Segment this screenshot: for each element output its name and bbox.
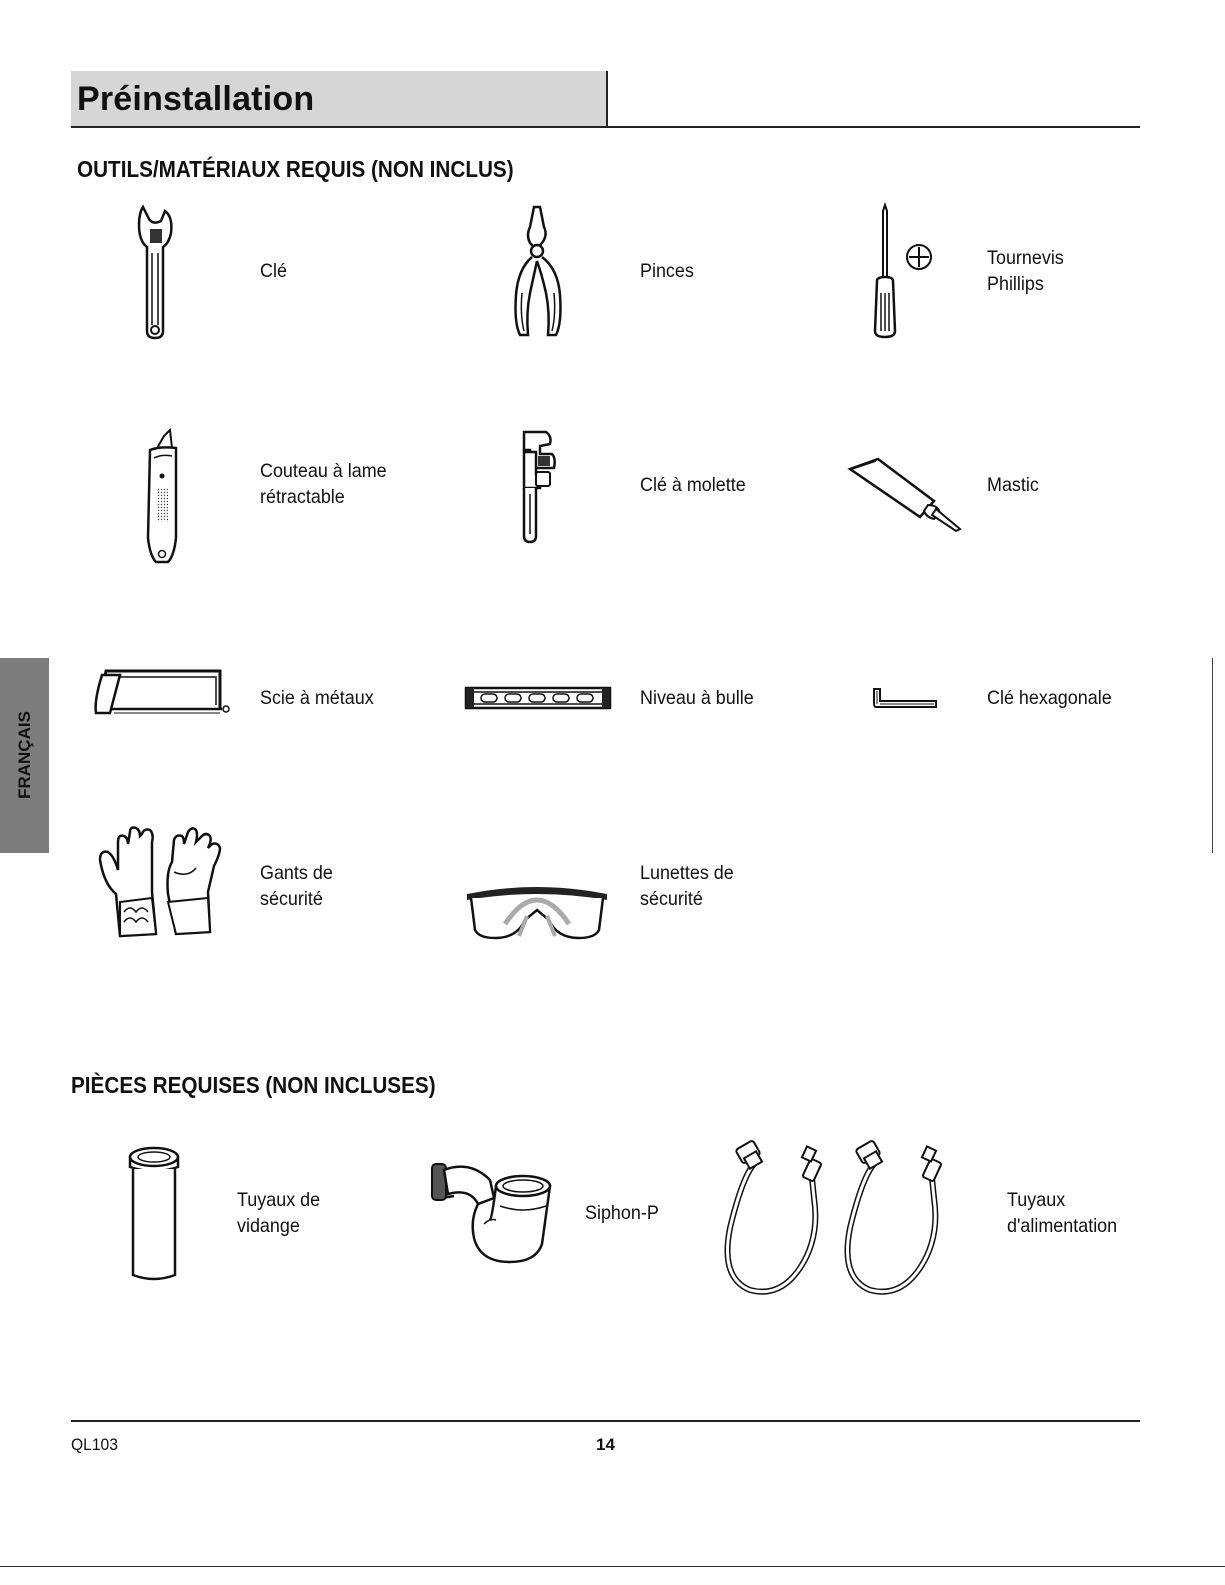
tool-label-pliers: Pinces — [640, 260, 694, 282]
part-label-supply-lines: Tuyaux d'alimentation — [1007, 1189, 1118, 1237]
bottom-rule — [0, 1566, 1225, 1567]
bubble-level-icon — [465, 687, 611, 709]
tool-label-caulk: Mastic — [987, 474, 1039, 496]
right-edge-mark — [1212, 658, 1213, 853]
tool-label-gloves: Gants de sécurité — [260, 862, 333, 910]
header-divider — [606, 71, 608, 128]
part-label-p-trap: Siphon-P — [585, 1202, 659, 1224]
adjustable-wrench-icon — [135, 203, 175, 341]
pipe-wrench-icon — [516, 428, 558, 544]
safety-glasses-icon — [465, 880, 609, 942]
tool-label-hex-key: Clé hexagonale — [987, 687, 1112, 709]
utility-knife-icon — [142, 428, 182, 566]
part-label-drain-pipe: Tuyaux de vidange — [237, 1189, 321, 1237]
footer-model-number: QL103 — [71, 1435, 118, 1454]
caulk-tube-icon — [848, 455, 964, 533]
language-tab-label: FRANÇAIS — [15, 711, 34, 799]
footer-rule — [71, 1420, 1140, 1422]
parts-section-title: PIÈCES REQUISES (NON INCLUSES) — [71, 1072, 436, 1098]
phillips-screwdriver-icon — [873, 203, 935, 339]
header-rule — [71, 126, 1140, 128]
safety-gloves-icon — [96, 822, 230, 942]
pliers-icon — [512, 205, 564, 337]
hex-key-icon — [872, 687, 940, 711]
tool-label-screwdriver: Tournevis Phillips — [987, 247, 1064, 295]
tools-section-title: OUTILS/MATÉRIAUX REQUIS (NON INCLUS) — [77, 156, 514, 182]
tool-label-utility-knife: Couteau à lame rétractable — [260, 460, 387, 508]
tool-label-glasses: Lunettes de sécurité — [640, 862, 734, 910]
hacksaw-icon — [92, 667, 234, 719]
p-trap-icon — [430, 1158, 554, 1266]
page-title: Préinstallation — [77, 80, 315, 118]
footer-page-number: 14 — [596, 1435, 615, 1454]
tool-label-wrench: Clé — [260, 260, 287, 282]
supply-lines-icon — [720, 1138, 980, 1298]
tool-label-level: Niveau à bulle — [640, 687, 754, 709]
tool-label-hacksaw: Scie à métaux — [260, 687, 374, 709]
drain-pipe-icon — [126, 1145, 182, 1283]
tool-label-pipe-wrench: Clé à molette — [640, 474, 746, 496]
